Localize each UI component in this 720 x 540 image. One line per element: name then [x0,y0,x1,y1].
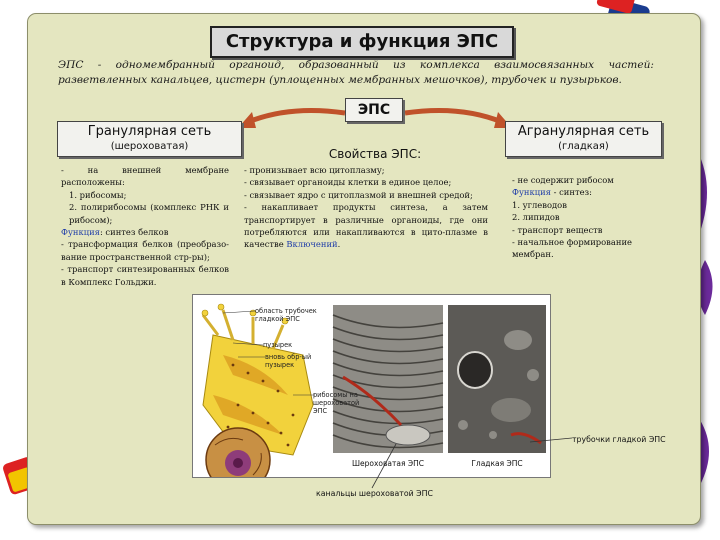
list-item: - начальное формирование мембран. [512,237,633,260]
agranular-network-header [505,121,662,157]
granular-subtitle: (шероховатая) [110,141,189,152]
left-arrow-shape [248,110,345,122]
rough-er-micrograph [333,305,443,453]
list-item: 1. рибосомы; [69,189,127,200]
highlight-word: Включений [286,239,338,250]
list-item-text: - накапливает продукты синтеза, а затем транспортирует в различные органоиды, где они потребляются или накапливаются в цито-плазме в качестве [244,202,488,250]
function-text: - синтез: [550,187,592,198]
function-keyword: Функция [61,227,100,238]
function-text: : синтез белков [99,227,169,238]
page-title: Структура и функция ЭПС [210,26,514,58]
intro-text: ЭПС - одномембранный органоид, образованный из комплекса взаимосвязанных частей: разветвленных канальцев, цистерн (уплощенных мембранных мешочков), трубочек и пузырьков. [58,59,654,86]
list-item: - на внешней мембране расположены: [61,165,229,188]
caption-rough-er: Шероховатая ЭПС [351,459,424,468]
granular-network-header [57,121,242,157]
eps-center-label: ЭПС [345,98,403,122]
callout-rough-channels: канальцы шероховатой ЭПС [316,489,433,498]
callout-line-channels [350,440,410,490]
granular-title: Гранулярная сеть [87,124,212,139]
granular-features-list [61,164,229,288]
list-item: - транспорт веществ [512,224,603,235]
list-item: 2. полирибосомы (комплекс РНК и рибосом); [69,202,229,225]
agranular-subtitle: (гладкая) [558,141,609,152]
label-smooth-tubes-area: область трубочек гладкой ЭПС [255,307,317,323]
label-vesicle: пузырек [263,341,293,349]
list-item: - пронизывает всю цитоплазму; [244,165,385,175]
properties-list [244,164,488,251]
properties-title: Свойства ЭПС: [328,147,422,161]
list-item: 1. углеводов [512,199,567,210]
list-item: - накапливает продукты синтеза, а затем транспортирует в различные органоиды, где они потребляются или накапливаются в цито-плазме в качестве Включений. [244,202,488,250]
right-arrow-shape [405,110,502,122]
list-item: - трансформация белков (преобразо-вание пространственной стр-ры); [61,239,229,262]
agranular-title: Агранулярная сеть [517,124,650,139]
list-item [61,226,229,238]
list-item: - транспорт синтезированных белков в Комплекс Гольджи. [61,264,229,287]
list-item [512,186,672,198]
callout-smooth-tubes: трубочки гладкой ЭПС [572,435,666,444]
label-new-vesicle: вновь обр-ый пузырек [265,353,312,369]
list-item: 2. липидов [512,212,560,223]
caption-smooth-er: Гладкая ЭПС [471,459,523,468]
er-diagram-illustration [202,304,313,455]
agranular-features-list [512,174,672,261]
function-keyword: Функция [512,187,551,198]
label-ribosomes-rough: рибосомы на шероховатой ЭПС [313,391,360,415]
list-item: - не содержит рибосом [512,175,614,185]
list-item: - связывает органоиды клетки в единое целое; [244,177,452,188]
list-item: - связывает ядро с цитоплазмой и внешней средой; [244,189,473,200]
